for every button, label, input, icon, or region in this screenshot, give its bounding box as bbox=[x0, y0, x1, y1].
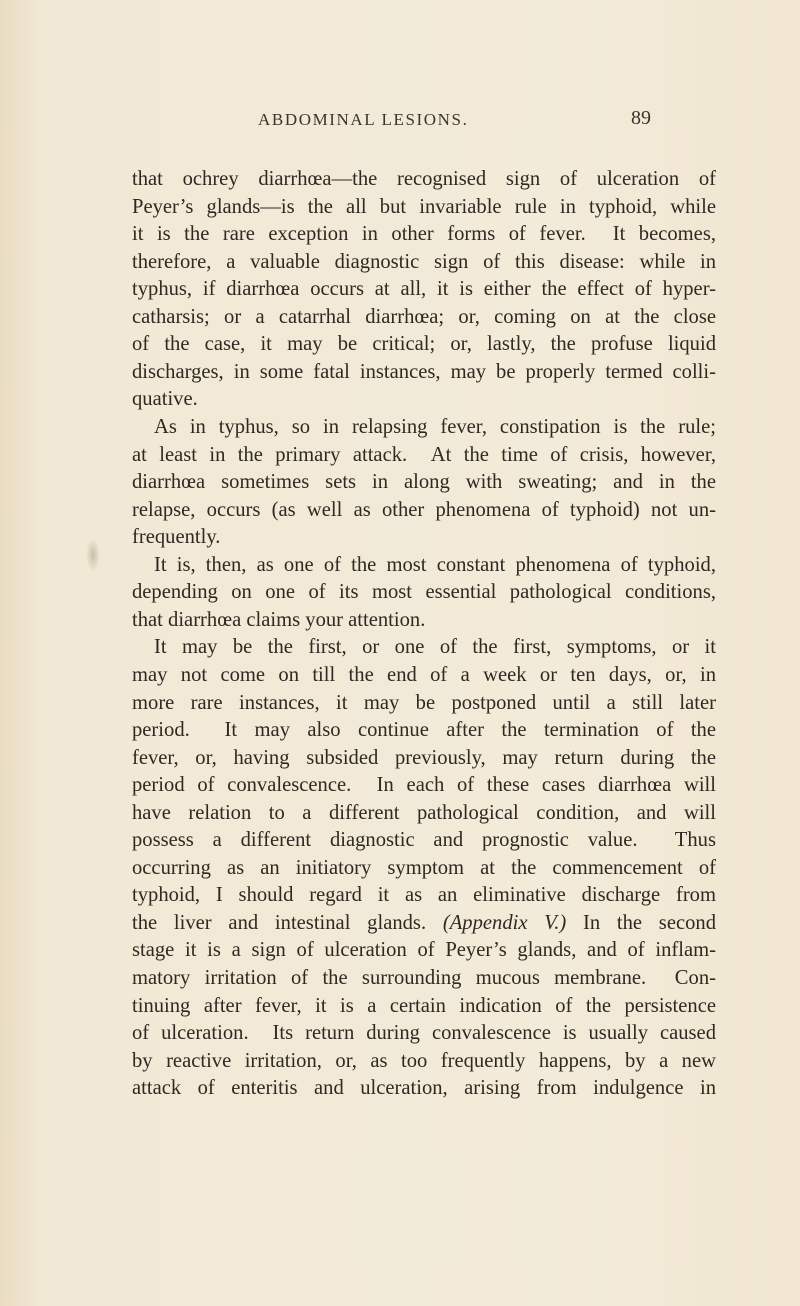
text-line-content: period of convalescence. In each of these cases diarrhœa will bbox=[132, 774, 716, 797]
text-line-content: diarrhœa sometimes sets in along with sweating; and in the bbox=[132, 471, 716, 494]
text-line-content: it is the rare exception in other forms of fever. It becomes, bbox=[132, 223, 716, 246]
text-line-content: have relation to a different pathological condition, and will bbox=[132, 801, 716, 824]
text-line bbox=[132, 690, 716, 716]
text-line bbox=[132, 855, 716, 881]
text-line-content: tinuing after fever, it is a certain indication of the persistence bbox=[132, 994, 716, 1017]
text-line-content: It may be the first, or one of the first, symptoms, or it bbox=[154, 636, 716, 659]
text-line-content: As in typhus, so in relapsing fever, constipation is the rule; bbox=[154, 416, 716, 438]
text-line bbox=[132, 745, 716, 771]
text-line bbox=[132, 827, 716, 853]
text-line-content: the liver and intestinal glands. bbox=[132, 911, 427, 934]
text-line-content: period. It may also continue after the termination of the bbox=[132, 719, 716, 741]
text-line bbox=[154, 552, 716, 578]
text-line-content: that ochrey diarrhœa—the recognised sign of ulceration of bbox=[132, 168, 716, 190]
text-line-content: fever, or, having subsided previously, may return during the bbox=[132, 746, 716, 769]
text-line-content: of the case, it may be critical; or, lastly, the profuse liquid bbox=[132, 333, 716, 356]
text-line bbox=[132, 386, 198, 412]
text-line-content: It is, then, as one of the most constant phenomena of typhoid, bbox=[154, 553, 716, 576]
text-line-content: relapse, occurs (as well as other phenomena of typhoid) not un- bbox=[132, 498, 716, 521]
text-line-content: of ulceration. Its return during convalescence is usually caused bbox=[132, 1022, 716, 1045]
text-line-content: quative. bbox=[132, 388, 198, 411]
text-line-content: frequently. bbox=[132, 526, 221, 549]
text-line bbox=[132, 194, 716, 220]
text-line bbox=[132, 800, 716, 826]
text-line bbox=[132, 359, 716, 385]
text-line bbox=[132, 1048, 716, 1074]
text-line bbox=[132, 166, 716, 192]
text-line bbox=[132, 331, 716, 357]
text-line-content: occurring as an initiatory symptom at the commencement of bbox=[132, 856, 716, 879]
text-line bbox=[132, 276, 716, 302]
text-line bbox=[132, 304, 716, 330]
text-line-content: possess a different diagnostic and prognostic value. Thus bbox=[132, 829, 716, 852]
text-line bbox=[132, 937, 716, 963]
text-line-content: depending on one of its most essential pathological conditions, bbox=[132, 581, 716, 604]
text-line bbox=[132, 882, 716, 908]
text-line bbox=[132, 524, 220, 550]
text-line bbox=[132, 221, 716, 247]
text-line bbox=[132, 772, 716, 798]
text-line bbox=[132, 965, 716, 991]
text-line bbox=[132, 249, 716, 275]
text-line-content: at least in the primary attack. At the time of crisis, however, bbox=[132, 443, 716, 466]
text-line-content: typhus, if diarrhœa occurs at all, it is either the effect of hyper- bbox=[132, 278, 716, 301]
text-line bbox=[154, 414, 716, 440]
text-line-content: catharsis; or a catarrhal diarrhœa; or, coming on at the close bbox=[132, 305, 716, 328]
text-line-tail: In the second bbox=[566, 911, 716, 934]
page-stain bbox=[86, 538, 100, 572]
text-line bbox=[132, 662, 716, 688]
text-line-content: by reactive irritation, or, as too frequently happens, by a new bbox=[132, 1049, 716, 1072]
text-line bbox=[132, 607, 425, 633]
text-line-content: that diarrhœa claims your attention. bbox=[132, 608, 426, 631]
page-number: 89 bbox=[631, 107, 651, 129]
text-line-content: typhoid, I should regard it as an eliminative discharge from bbox=[132, 884, 716, 907]
text-line bbox=[132, 910, 716, 936]
text-line bbox=[132, 442, 716, 468]
text-line-content: Peyer’s glands—is the all but invariable rule in typhoid, while bbox=[132, 195, 716, 218]
running-title: ABDOMINAL LESIONS. bbox=[258, 110, 469, 129]
text-line bbox=[132, 579, 716, 605]
text-line bbox=[132, 1020, 716, 1046]
text-line bbox=[132, 497, 716, 523]
appendix-reference: (Appendix V.) bbox=[442, 911, 567, 934]
text-line bbox=[132, 469, 716, 495]
text-line-content: stage it is a sign of ulceration of Peyer’s glands, and of inflam- bbox=[132, 939, 716, 962]
text-line bbox=[154, 634, 716, 660]
text-line-content: matory irritation of the surrounding mucous membrane. Con- bbox=[132, 967, 716, 989]
text-line-content: may not come on till the end of a week or ten days, or, in bbox=[132, 663, 716, 686]
text-line-content: more rare instances, it may be postponed until a still later bbox=[132, 691, 716, 714]
text-line-content: attack of enteritis and ulceration, arising from indulgence in bbox=[132, 1077, 716, 1100]
text-line bbox=[132, 993, 716, 1019]
text-line-content: discharges, in some fatal instances, may be properly termed colli- bbox=[132, 360, 716, 383]
text-line bbox=[132, 717, 716, 743]
running-head bbox=[0, 107, 800, 134]
text-line bbox=[132, 1075, 716, 1101]
text-line-content: therefore, a valuable diagnostic sign of this disease: while in bbox=[132, 250, 716, 273]
